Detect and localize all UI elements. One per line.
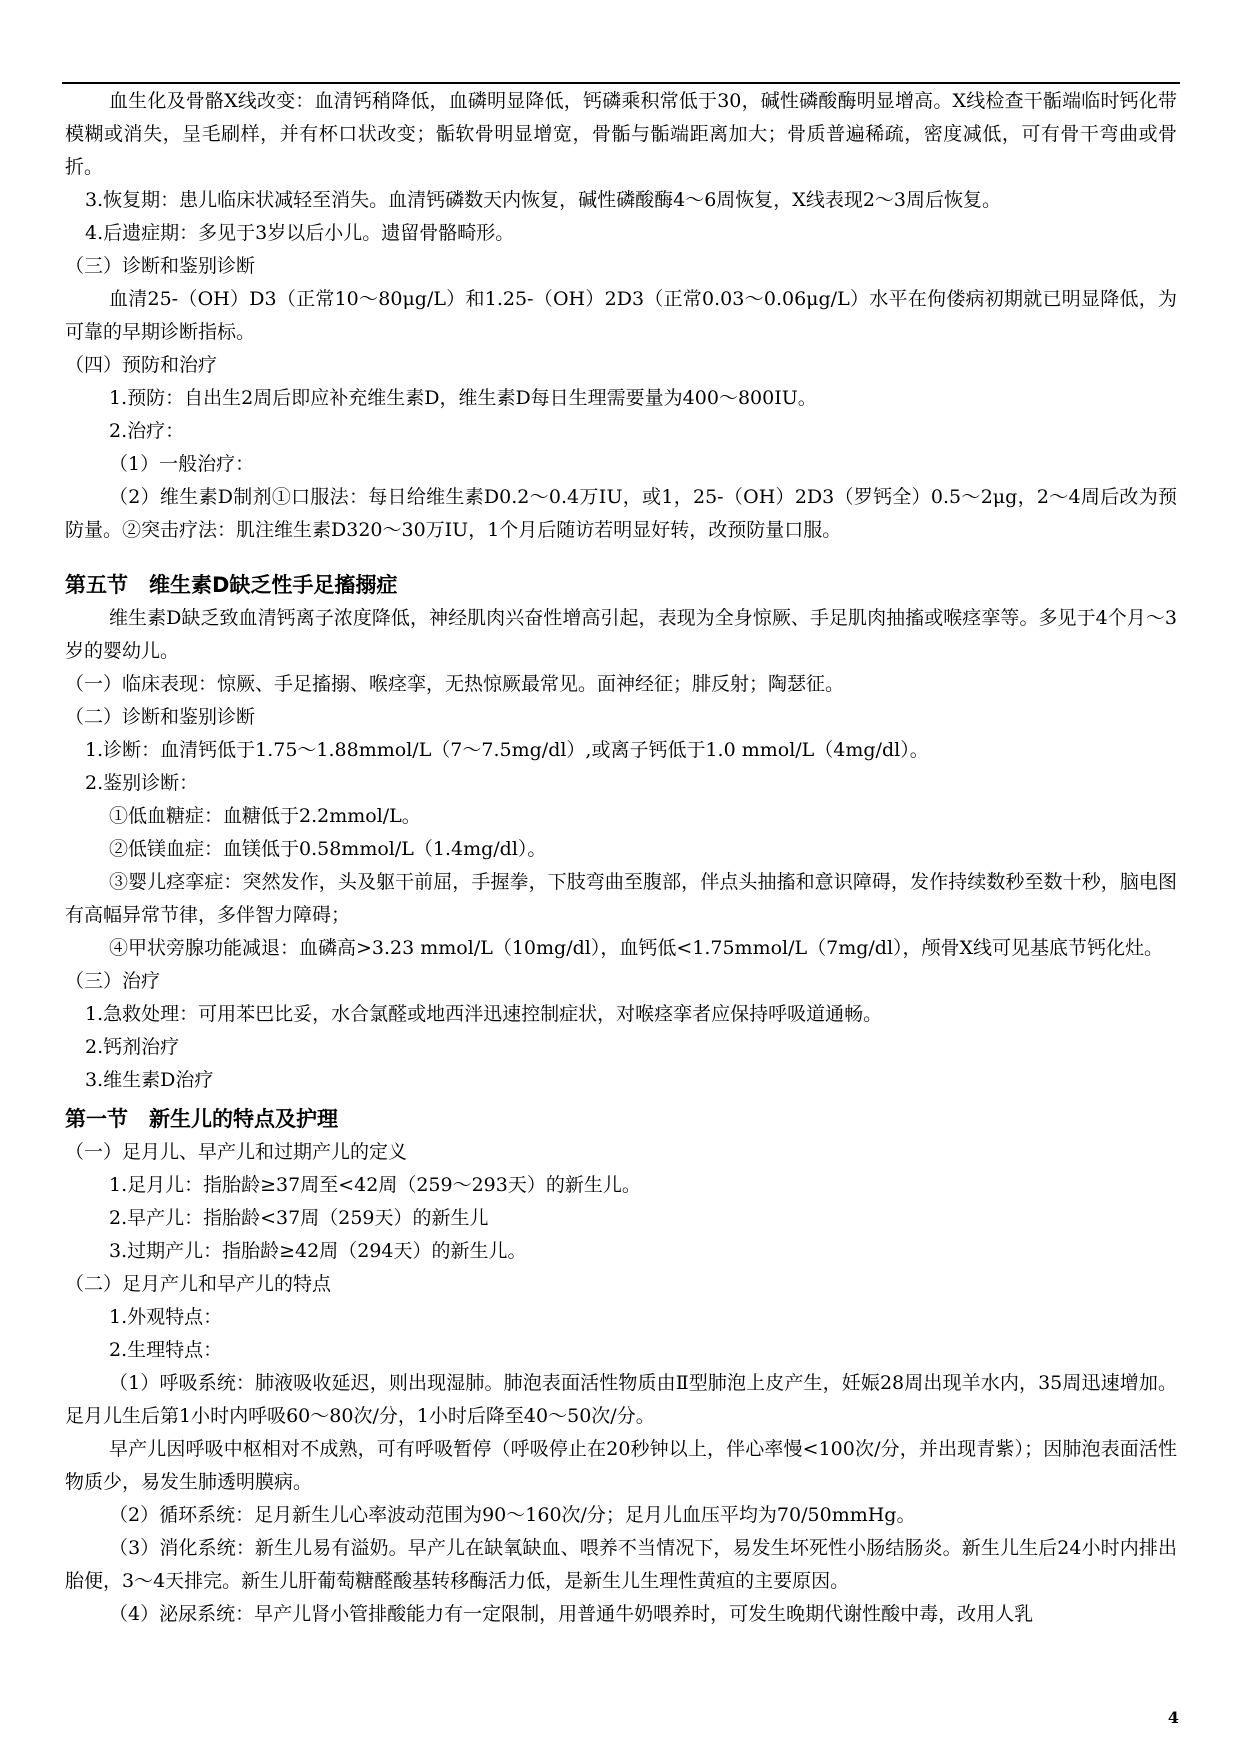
list-item: 2.治疗：	[109, 420, 185, 442]
paragraph: ③婴儿痉挛症：突然发作，头及躯干前屈，手握拳，下肢弯曲至腹部，伴点头抽搐和意识障碍，发作持续数秒至数十秒，脑电图有高幅异常节律，多伴智力障碍；	[65, 871, 1177, 926]
paragraph: 早产儿因呼吸中枢相对不成熟，可有呼吸暂停（呼吸停止在20秒钟以上，伴心率慢<100次/分，并出现青紫）；因肺泡表面活性物质少，易发生肺透明膜病。	[65, 1438, 1177, 1493]
list-item: 1.外观特点：	[109, 1306, 223, 1328]
section-heading: （一）足月儿、早产儿和过期产儿的定义	[65, 1141, 408, 1163]
list-item: （1）一般治疗：	[109, 453, 255, 475]
section-heading: （二）诊断和鉴别诊断	[65, 706, 256, 728]
section-heading: （四）预防和治疗	[65, 354, 218, 376]
paragraph: 维生素D缺乏致血清钙离子浓度降低，神经肌肉兴奋性增高引起，表现为全身惊厥、手足肌肉抽搐或喉痉挛等。多见于4个月～3岁的婴幼儿。	[65, 607, 1177, 662]
list-item: 2.早产儿：指胎龄<37周（259天）的新生儿	[109, 1207, 489, 1229]
paragraph: （4）泌尿系统：早产儿肾小管排酸能力有一定限制，用普通牛奶喂养时，可发生晚期代谢性酸中毒，改用人乳	[109, 1603, 1034, 1625]
paragraph: 血生化及骨骼X线改变：血清钙稍降低，血磷明显降低，钙磷乘积常低于30，碱性磷酸酶明显增高。X线检查干骺端临时钙化带模糊或消失，呈毛刷样，并有杯口状改变；骺软骨明显增宽，骨骺与骺端距离加大；骨质普遍稀疏，密度减低，可有骨干弯曲或骨折。	[65, 90, 1177, 178]
list-item: ①低血糖症：血糖低于2.2mmol/L。	[109, 805, 421, 827]
paragraph: 血清25-（OH）D3（正常10～80μg/L）和1.25-（OH）2D3（正常0.03～0.06μg/L）水平在佝偻病初期就已明显降低，为可靠的早期诊断指标。	[65, 288, 1177, 343]
list-item: 1.预防：自出生2周后即应补充维生素D，维生素D每日生理需要量为400～800ⅠU。	[109, 387, 817, 409]
paragraph: （2）循环系统：足月新生儿心率波动范围为90～160次/分；足月儿血压平均为70/50mmHg。	[109, 1504, 916, 1526]
header-rule	[62, 82, 1180, 84]
paragraph: （3）消化系统：新生儿易有溢奶。早产儿在缺氧缺血、喂养不当情况下，易发生坏死性小肠结肠炎。新生儿生后24小时内排出胎便，3～4天排完。新生儿肝葡萄糖醛酸基转移酶活力低，是新生儿生理性黄疸的主要原因。	[65, 1537, 1177, 1592]
list-item: 4.后遗症期：多见于3岁以后小儿。遗留骨骼畸形。	[85, 222, 515, 244]
list-item: 3.过期产儿：指胎龄≥42周（294天）的新生儿。	[109, 1240, 527, 1262]
list-item: 3.恢复期：患儿临床状减轻至消失。血清钙磷数天内恢复，碱性磷酸酶4～6周恢复，X线表现2～3周后恢复。	[85, 189, 1002, 211]
section-heading: （一）临床表现：惊厥、手足搐搦、喉痉挛，无热惊厥最常见。面神经征；腓反射；陶瑟征。	[65, 673, 845, 695]
list-item: 1.急救处理：可用苯巴比妥，水合氯醛或地西泮迅速控制症状，对喉痉挛者应保持呼吸道通畅。	[85, 1003, 883, 1025]
paragraph: ④甲状旁腺功能减退：血磷高>3.23 mmol/L（10mg/dl），血钙低<1.75mmol/L（7mg/dl），颅骨X线可见基底节钙化灶。	[109, 937, 1164, 959]
paragraph: （1）呼吸系统：肺液吸收延迟，则出现湿肺。肺泡表面活性物质由Ⅱ型肺泡上皮产生，妊娠28周出现羊水内，35周迅速增加。足月儿生后第1小时内呼吸60～80次/分，1小时后降至40～50次/分。	[65, 1372, 1177, 1427]
list-item: 1.诊断：血清钙低于1.75～1.88mmol/L（7～7.5mg/dl）,或离子钙低于1.0 mmol/L（4mg/dl）。	[85, 739, 929, 761]
chapter-heading: 第五节 维生素D缺乏性手足搐搦症	[65, 573, 398, 597]
list-item: 2.鉴别诊断：	[85, 772, 199, 794]
section-heading: （三）治疗	[65, 970, 161, 992]
section-heading: （三）诊断和鉴别诊断	[65, 255, 256, 277]
list-item: 2.钙剂治疗	[85, 1036, 180, 1058]
list-item: 3.维生素D治疗	[85, 1069, 214, 1091]
page-content	[65, 85, 1177, 1631]
section-heading: （二）足月产儿和早产儿的特点	[65, 1273, 332, 1295]
list-item: ②低镁血症：血镁低于0.58mmol/L（1.4mg/dl）。	[109, 838, 547, 860]
list-item: 1.足月儿：指胎龄≥37周至<42周（259～293天）的新生儿。	[109, 1174, 641, 1196]
list-item: 2.生理特点：	[109, 1339, 223, 1361]
chapter-heading: 第一节 新生儿的特点及护理	[65, 1107, 338, 1131]
paragraph: （2）维生素D制剂①口服法：每日给维生素D0.2～0.4万ⅠU，或1，25-（OH）2D3（罗钙全）0.5～2μg，2～4周后改为预防量。②突击疗法：肌注维生素D320～30万ⅠU，1个月后随访若明显好转，改预防量口服。	[65, 486, 1177, 541]
page-number: 4	[1167, 1708, 1179, 1727]
